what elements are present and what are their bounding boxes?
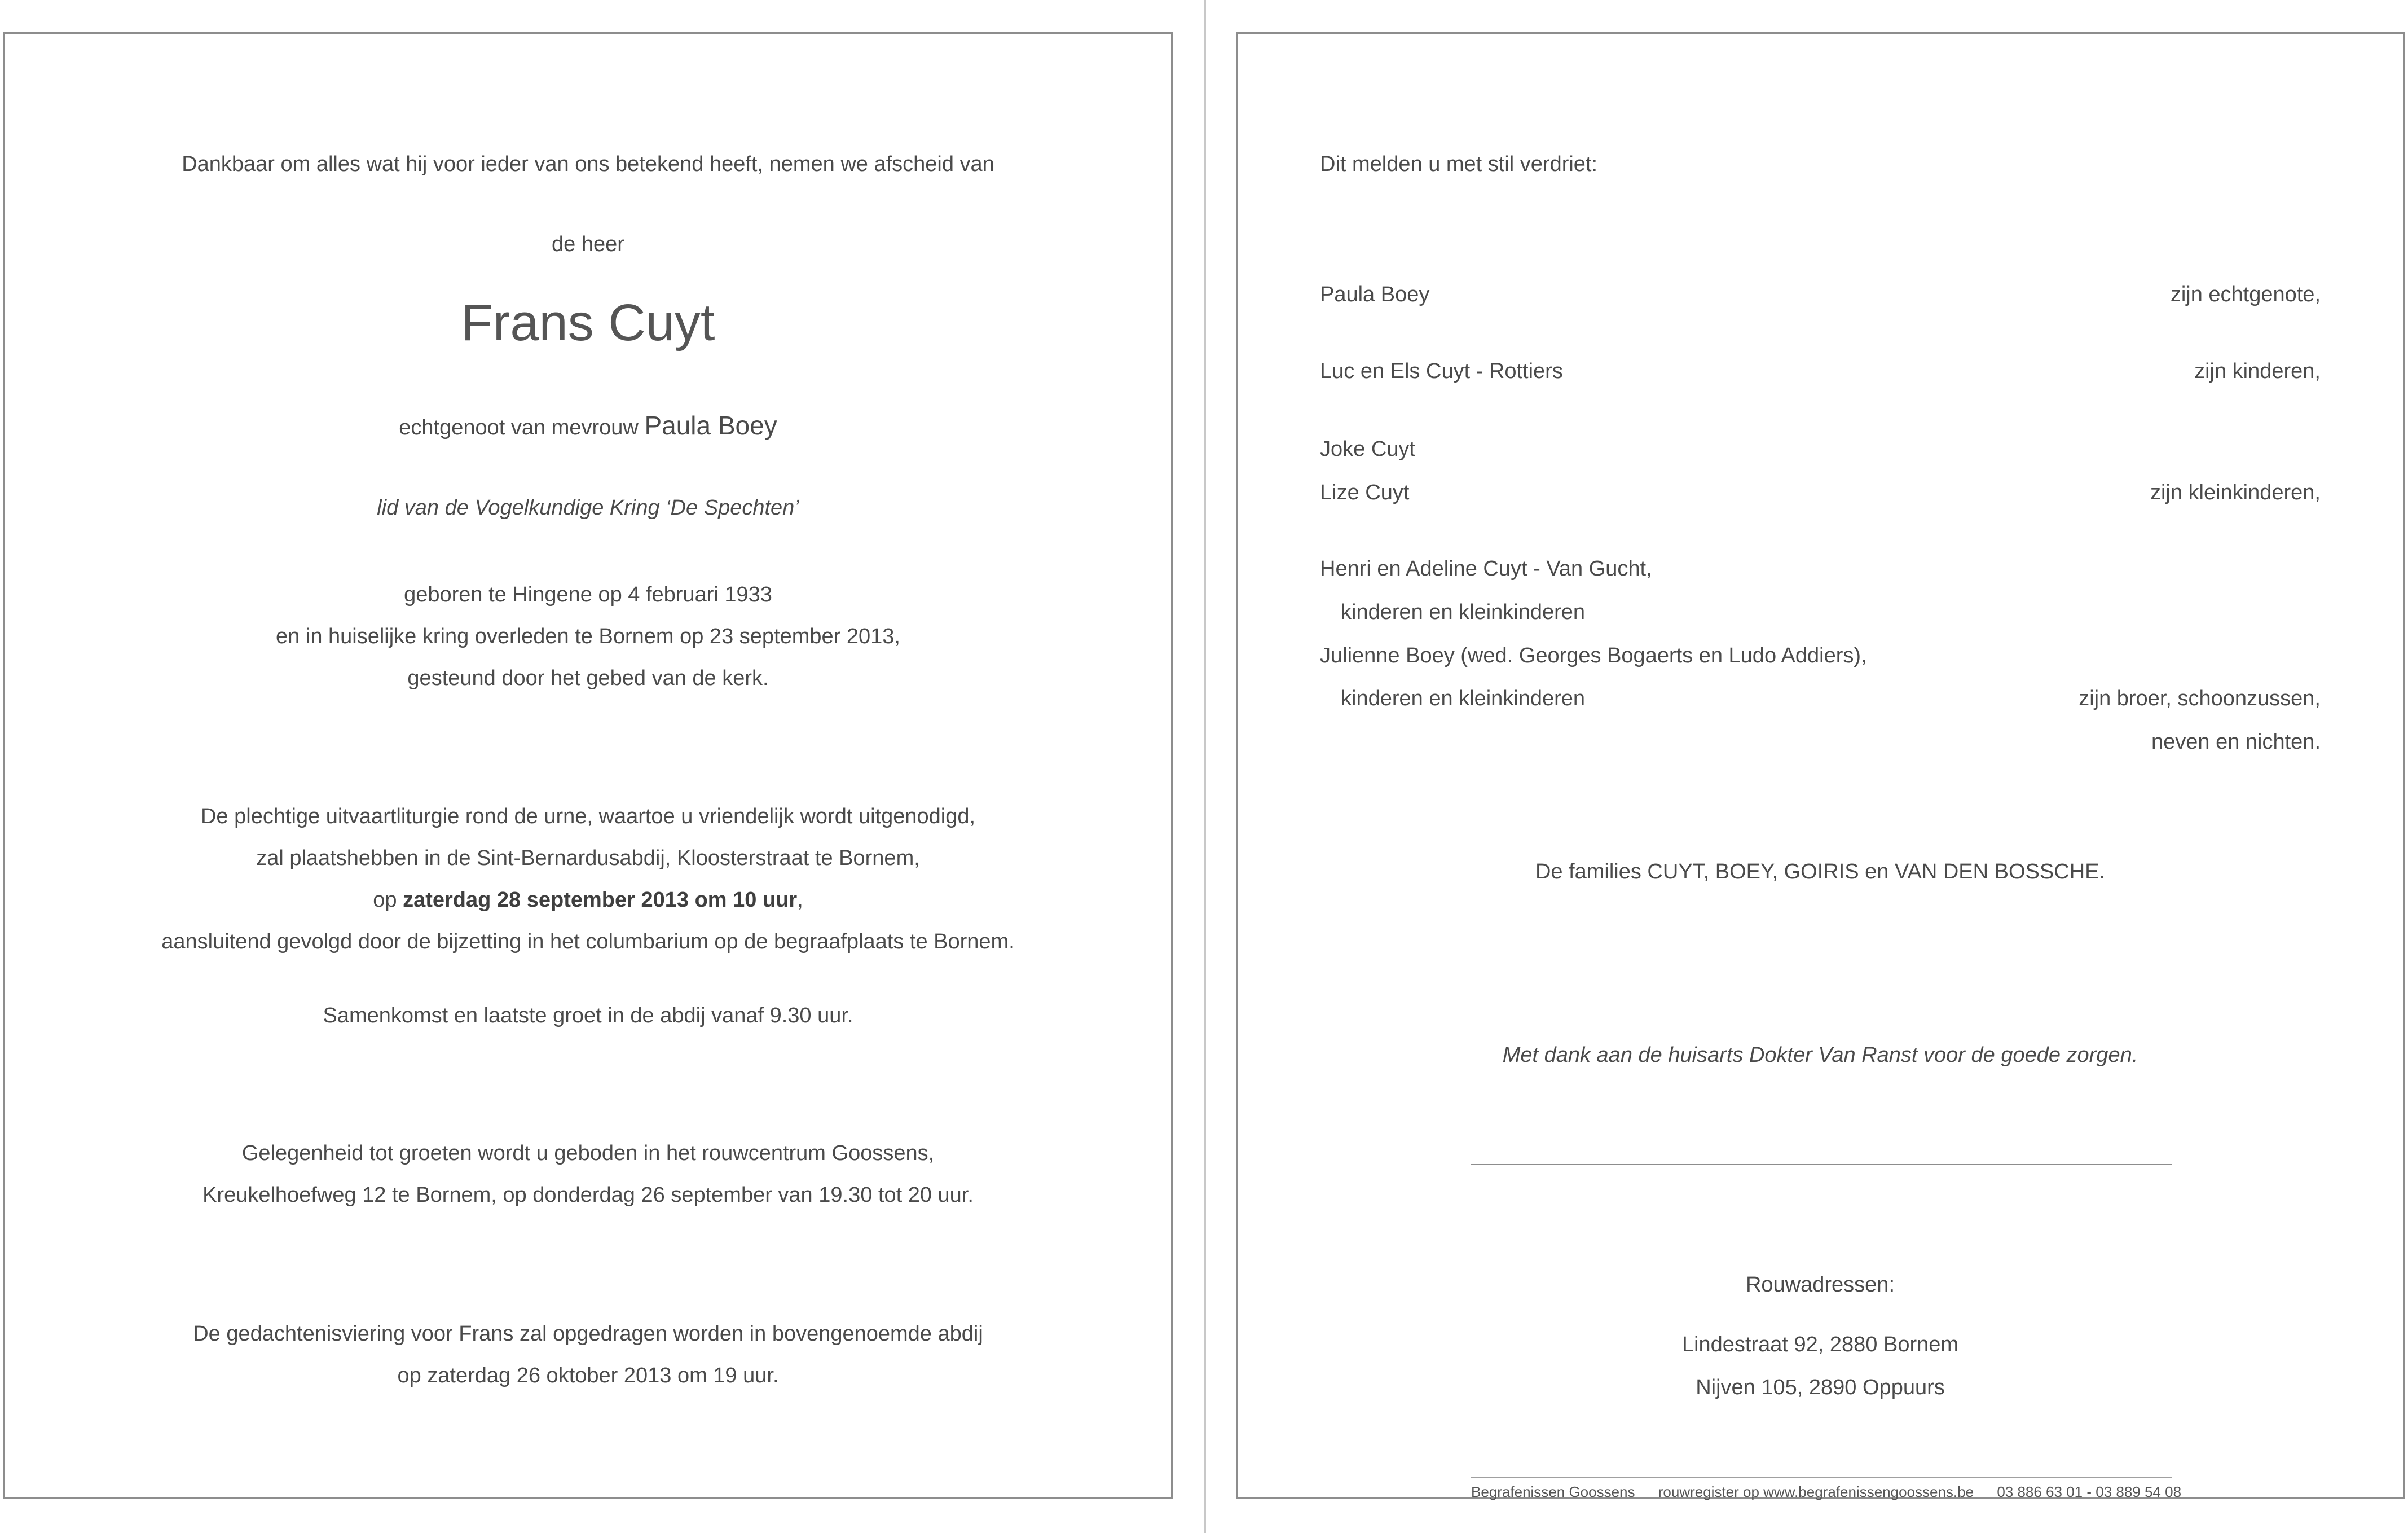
thanks-line: Met dank aan de huisarts Dokter Van Ranst voor de goede zorgen. <box>1502 1043 2138 1067</box>
divider-line <box>1471 1164 2172 1165</box>
liturgy-line-2: zal plaatshebben in de Sint-Bernardusabdij, Kloosterstraat te Bornem, <box>256 846 920 870</box>
sibling-family: kinderen en kleinkinderen <box>1341 600 1586 624</box>
liturgy-line-4: aansluitend gevolgd door de bijzetting in het columbarium op de begraafplaats te Bornem. <box>161 930 1015 954</box>
salutation: de heer <box>552 232 624 256</box>
children-role: zijn kinderen, <box>2194 359 2321 383</box>
liturgy-line-3 <box>5 886 1171 913</box>
sibling-entry: Henri en Adeline Cuyt - Van Gucht, <box>1320 557 1652 581</box>
church-info: gesteund door het gebed van de kerk. <box>407 666 769 690</box>
intro-text: Dankbaar om alles wat hij voor ieder van ons betekend heeft, nemen we afscheid van <box>182 152 994 176</box>
memorial-line-1: De gedachtenisviering voor Frans zal opgedragen worden in bovengenoemde abdij <box>193 1322 983 1346</box>
sibling-family: kinderen en kleinkinderen <box>1341 687 1586 710</box>
liturgy-line-1: De plechtige uitvaartliturgie rond de urne, waartoe u vriendelijk wordt uitgenodigd, <box>200 805 976 828</box>
grandchildren-role: zijn kleinkinderen, <box>2150 481 2321 504</box>
sibling-entry: Julienne Boey (wed. Georges Bogaerts en Ludo Addiers), <box>1320 644 1867 667</box>
visitation-line-2: Kreukelhoefweg 12 te Bornem, op donderdag 26 september van 19.30 tot 20 uur. <box>202 1183 974 1207</box>
death-info: en in huiselijke kring overleden te Bornem op 23 september 2013, <box>276 625 900 648</box>
families-line: De families CUYT, BOEY, GOIRIS en VAN DEN BOSSCHE. <box>1535 860 2106 884</box>
footer-phones: 03 886 63 01 - 03 889 54 08 <box>1997 1483 2182 1500</box>
address-line: Nijven 105, 2890 Oppuurs <box>1696 1376 1945 1399</box>
membership: lid van de Vogelkundige Kring ‘De Spechten’ <box>377 496 799 520</box>
grandchild-entry: Lize Cuyt <box>1320 481 1410 504</box>
footer-divider <box>1471 1477 2172 1478</box>
announcement: Dit melden u met stil verdriet: <box>1320 152 1598 176</box>
siblings-role-continued: neven en nichten. <box>2151 730 2321 754</box>
deceased-name: Frans Cuyt <box>461 294 715 352</box>
spouse-line <box>5 412 1171 441</box>
spouse-role: zijn echtgenote, <box>2170 283 2321 306</box>
grandchild-entry: Joke Cuyt <box>1320 437 1415 461</box>
footer-company: Begrafenissen Goossens <box>1471 1483 1635 1500</box>
addresses-heading: Rouwadressen: <box>1745 1273 1895 1297</box>
siblings-role: zijn broer, schoonzussen, <box>2079 687 2321 710</box>
left-page <box>3 32 1173 1499</box>
liturgy-suffix: , <box>797 888 803 912</box>
footer <box>1471 1483 2182 1500</box>
visitation-line-1: Gelegenheid tot groeten wordt u geboden in het rouwcentrum Goossens, <box>241 1141 935 1165</box>
right-page <box>1236 32 2405 1499</box>
memorial-line-2: op zaterdag 26 oktober 2013 om 19 uur. <box>397 1364 779 1387</box>
birth-info: geboren te Hingene op 4 februari 1933 <box>404 583 772 607</box>
liturgy-prefix: op <box>373 888 397 912</box>
address-line: Lindestraat 92, 2880 Bornem <box>1681 1333 1959 1356</box>
liturgy-date: zaterdag 28 september 2013 om 10 uur <box>403 888 798 912</box>
children-entry: Luc en Els Cuyt - Rottiers <box>1320 359 1563 383</box>
spouse-entry: Paula Boey <box>1320 283 1430 306</box>
footer-register: rouwregister op www.begrafenissengoossens.be <box>1658 1483 1974 1500</box>
gathering-info: Samenkomst en laatste groet in de abdij vanaf 9.30 uur. <box>323 1004 853 1027</box>
spouse-prefix: echtgenoot van mevrouw <box>399 416 639 440</box>
spouse-name: Paula Boey <box>644 411 777 440</box>
fold-line <box>1204 0 1206 1533</box>
